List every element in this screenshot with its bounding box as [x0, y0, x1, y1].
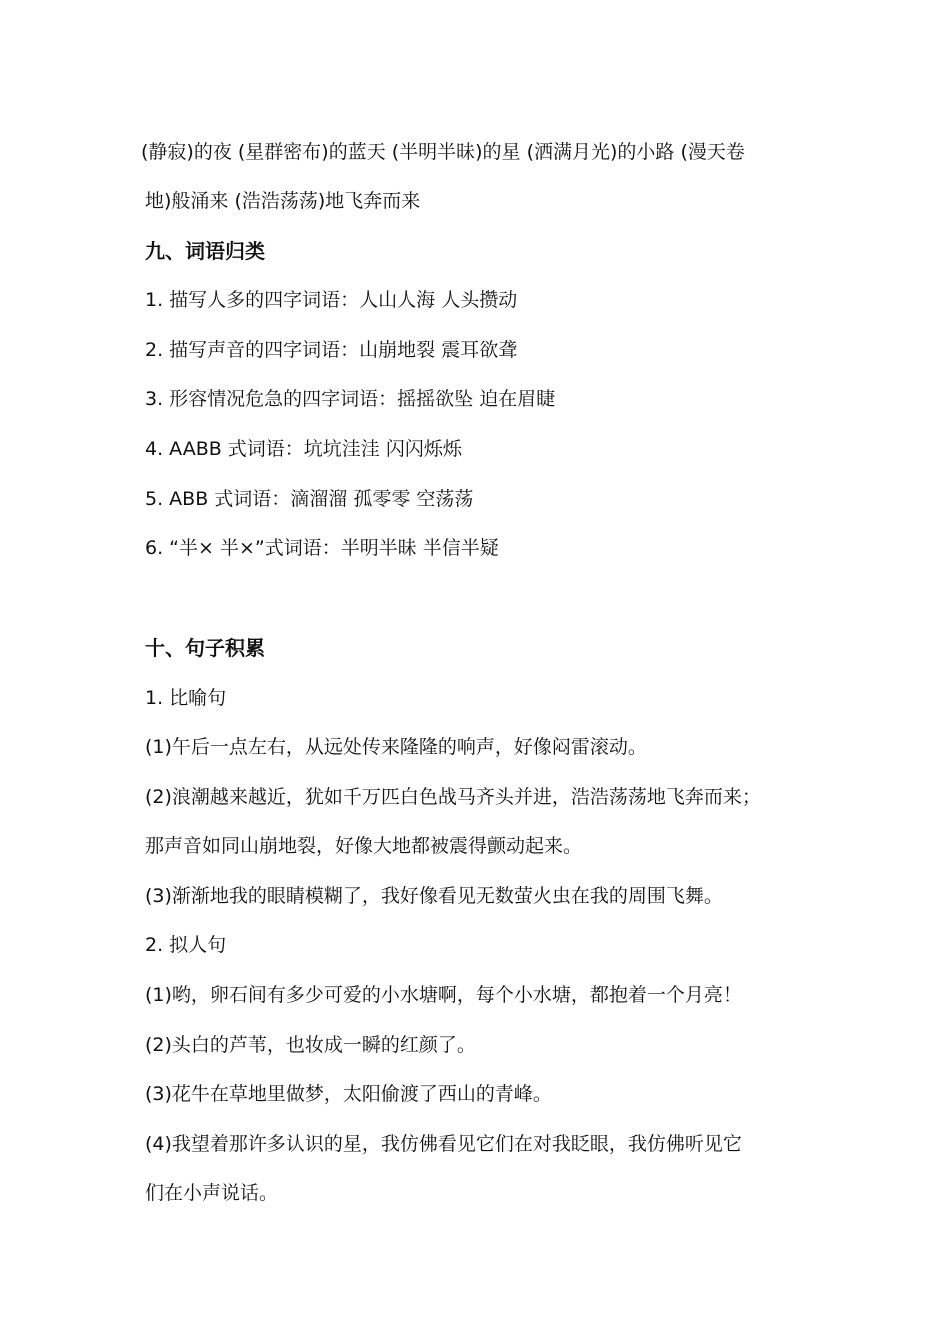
section-9-item-1: 1. 描写人多的四字词语：人山人海 人头攒动	[145, 289, 518, 311]
personification-subheading: 2. 拟人句	[145, 934, 227, 956]
section-9-heading: 九、词语归类	[145, 239, 265, 263]
section-9-item-3: 3. 形容情况危急的四字词语：摇摇欲坠 迫在眉睫	[145, 388, 556, 410]
intro-line-2: 地)般涌来 (浩浩荡荡)地飞奔而来	[145, 190, 421, 212]
personification-sentence-4-cont: 们在小声说话。	[145, 1182, 279, 1204]
simile-subheading: 1. 比喻句	[145, 687, 227, 709]
personification-sentence-1: (1)哟，卵石间有多少可爱的小水塘啊，每个小水塘，都抱着一个月亮！	[145, 984, 742, 1006]
section-9-item-5: 5. ABB 式词语：滴溜溜 孤零零 空荡荡	[145, 488, 474, 510]
simile-sentence-2-cont: 那声音如同山崩地裂，好像大地都被震得颤动起来。	[145, 835, 583, 857]
personification-sentence-4: (4)我望着那许多认识的星，我仿佛看见它们在对我眨眼，我仿佛听见它	[145, 1133, 742, 1155]
simile-sentence-1: (1)午后一点左右，从远处传来隆隆的响声，好像闷雷滚动。	[145, 736, 647, 758]
section-10-heading: 十、句子积累	[145, 636, 265, 660]
intro-line-1: (静寂)的夜 (星群密布)的蓝天 (半明半昧)的星 (洒满月光)的小路 (漫天卷	[141, 141, 745, 163]
section-9-item-4: 4. AABB 式词语：坑坑洼洼 闪闪烁烁	[145, 438, 462, 460]
simile-sentence-3: (3)渐渐地我的眼睛模糊了，我好像看见无数萤火虫在我的周围飞舞。	[145, 885, 723, 907]
simile-sentence-2: (2)浪潮越来越近，犹如千万匹白色战马齐头并进，浩浩荡荡地飞奔而来；	[145, 786, 761, 808]
personification-sentence-3: (3)花牛在草地里做梦，太阳偷渡了西山的青峰。	[145, 1083, 552, 1105]
section-9-item-6: 6. “半× 半×”式词语：半明半昧 半信半疑	[145, 537, 499, 559]
section-9-item-2: 2. 描写声音的四字词语：山崩地裂 震耳欲聋	[145, 339, 518, 361]
personification-sentence-2: (2)头白的芦苇，也妆成一瞬的红颜了。	[145, 1034, 476, 1056]
